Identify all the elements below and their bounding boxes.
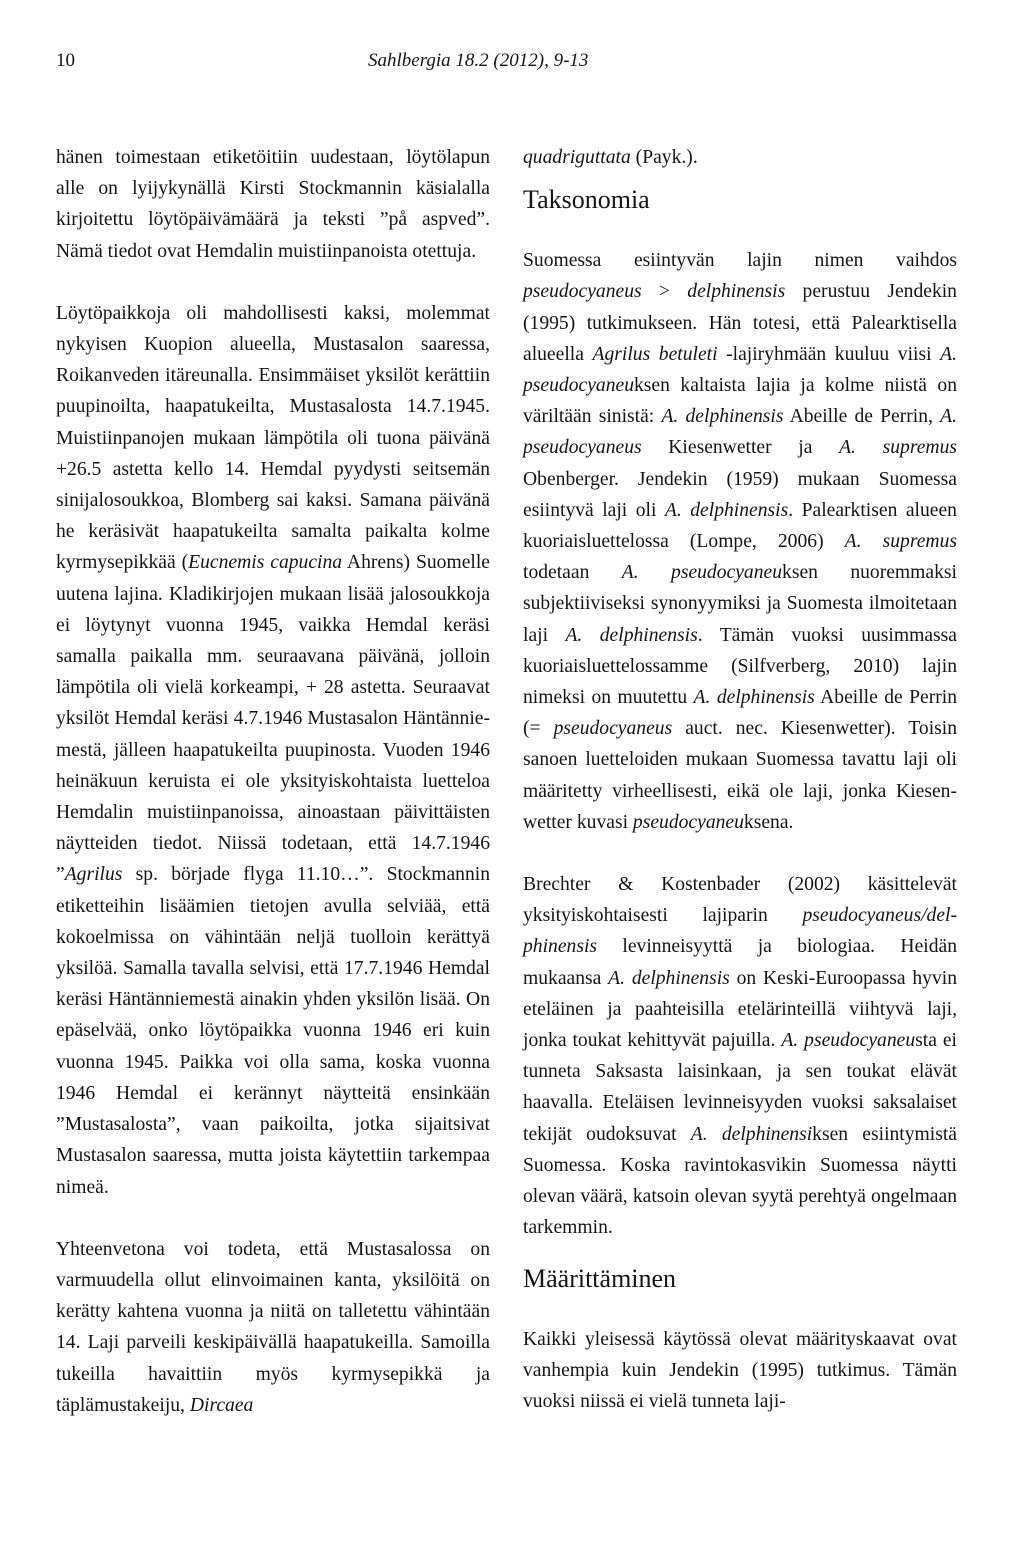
running-head: Sahlbergia 18.2 (2012), 9-13 [368, 50, 589, 71]
paragraph-right-2 [523, 869, 957, 1243]
italic-term: A. supremus [844, 531, 957, 553]
text-run: Kiesenwetter ja [641, 437, 840, 459]
italic-term: A. delphinensi [690, 1123, 813, 1145]
italic-term: A. pseudocyaneu [523, 343, 957, 397]
right-column [523, 142, 957, 1417]
paragraph-right-continuation [523, 142, 957, 173]
paragraph-left-1: hänen toimestaan etiketöitiin uudestaan, löytölapun alle on lyijykynällä Kirsti Stockmannin käsialalla kirjoitettu löytöpäivämäärä ja teksti ”på aspved”. Nämä tiedot ovat Hemdalin muistiinpanoista otettuja. [56, 147, 490, 262]
text-run: Brechter & Kostenbader (2002) käsittelevät yksityiskohtaisesti lajiparin [523, 874, 957, 927]
text-run: on Keski-Euroopassa hyvin eteläinen ja paahteisilla etelärinteillä viihtyvä laji, jonka toukat kehittyvät pajuilla. [523, 967, 957, 1052]
text-run: sp. började flyga 11.10…”. Stockmannin etiketteihin lisäämien tietojen avulla selviää, että kokoelmissa on vähintään neljä tuolloin kerättyä yksilöä. Samalla tavalla selvisi, että 17.7.1946 Hemdal keräsi Häntänniemestä ainakin yhden yksilön lisää. On epäselvää, onko löytöpaikka vuonna 1946 eri kuin vuonna 1945. Paikka voi olla sama, koska vuonna 1946 Hemdal ei kerännyt näytteitä ensinkään ”Mustasalosta”, vaan paikoilta, jotka sijaitsivat Mustasalon saaressa, mutta joista käytettiin tarkempaa nimeä. [56, 864, 490, 1198]
italic-term: A. delphinensis [693, 687, 815, 709]
italic-term: pseudocyaneus/delphinensis [523, 905, 957, 958]
italic-term: pseudocyaneus [553, 718, 673, 740]
italic-term: A. delphinensis [661, 406, 784, 428]
text-run: Obenberger. Jendekin (1959) mukaan Suomessa esiintyvä laji oli [523, 468, 957, 521]
italic-term: quadriguttata [523, 147, 631, 168]
text-run: Abeille de Perrin, [783, 406, 941, 428]
italic-term: A. delphinensis [664, 499, 789, 521]
text-run: sta ei tunneta Saksasta laisinkaan, ja sen toukat elävät haavalla. Eteläisen levinneisyyden vuoksi saksalaiset tekijät oudoksuvat [523, 1030, 957, 1145]
italic-term: Agrilus [64, 864, 123, 886]
italic-term: Eucnemis capucina [188, 552, 343, 574]
text-run: (Payk.). [630, 147, 698, 168]
text-run: ksen esiintymistä Suomessa. Koska ravintokasvikin Suomessa näytti olevan väärä, katsoin olevan syytä perehtyä ongelmaan tarkemmin. [523, 1123, 957, 1239]
paragraph-left-3 [56, 1234, 490, 1421]
italic-term: A. supremus [839, 437, 957, 459]
text-run: Abeille de Perrin (= [523, 687, 958, 740]
page-number: 10 [56, 50, 75, 71]
text-run: Suomessa esiintyvän lajin nimen vaihdos [523, 250, 957, 272]
text-run: ksen nuoremmaksi subjektiiviseksi synonyymiksi ja Suomesta ilmoitetaan laji [523, 562, 957, 646]
section-heading-taksonomia: Taksonomia [523, 185, 650, 215]
paragraph-right-1 [523, 245, 957, 838]
text-run: perustuu Jendekin (1995) tutkimukseen. Hän totesi, että Palearktisella alueella [523, 281, 957, 365]
italic-term: A. pseudocyaneu [781, 1030, 916, 1052]
text-run: auct. nec. Kiesenwetter). Toisin sanoen luetteloiden mukaan Suomessa tavattu laji oli määritetty virheellisesti, eikä ole laji, jonka Kiesenwetter kuvasi [523, 718, 957, 833]
text-run: . Tämän vuoksi uusimmassa kuoriaisluettelossamme (Silfverberg, 2010) lajin nimeksi on muutettu [523, 624, 958, 709]
text-run: -lajiryhmään kuuluu viisi [717, 343, 941, 365]
italic-term: pseudocyaneus [523, 281, 642, 303]
italic-term: Dircaea [189, 1394, 254, 1416]
italic-term: A. delphinensis [565, 624, 698, 646]
text-run: > [641, 281, 688, 303]
text-run: levinneisyyttä ja biologiaa. Heidän mukaansa [523, 936, 957, 989]
italic-term: A. pseudocyaneus [523, 406, 957, 459]
paragraph-left-2 [56, 298, 490, 1203]
italic-term: pseudocyaneu [632, 811, 744, 833]
text-run: Ahrens) Suomelle uutena lajina. Kladikirjojen mukaan lisää jalosoukkoja ei löytynyt vuonna 1945, vaikka Hemdal keräsi samalla paikalla mm. seuraavana päivänä, jolloin lämpötila oli vielä korkeampi, + 28 astetta. Seuraavat yksilöt Hemdal keräsi 4.7.1946 Mustasalon Häntänniemestä, jälleen haapatukeilta puupinosta. Vuoden 1946 heinäkuun keruista ei ole yksityiskohtaista luetteloa Hemdalin muistiinpanoissa, ainoastaan päivittäisten näytteiden tiedot. Niissä todetaan, että 14.7.1946 ” [56, 552, 490, 886]
italic-term: Agrilus betuleti [592, 343, 718, 365]
italic-term: delphinensis [687, 281, 786, 303]
italic-term: A. delphinensis [608, 967, 730, 989]
text-run: Yhteenvetona voi todeta, että Mustasalossa on varmuudella ollut elinvoimainen kanta, yksilöitä on kerätty kahtena vuonna ja niitä on talletettu vähintään 14. Laji parveili keskipäivällä haapatukeilla. Samoilla tukeilla havaittiin myös kyrmysepikkä ja täplämustakeiju, [56, 1238, 490, 1416]
left-column [56, 142, 490, 1421]
paragraph-right-3: Kaikki yleisessä käytössä olevat määrityskaavat ovat vanhempia kuin Jendekin (1995) tutkimus. Tämän vuoksi niissä ei vielä tunneta laji- [523, 1328, 957, 1412]
italic-term: A. pseudocyaneu [621, 562, 783, 584]
section-heading-maarittaminen: Määrittäminen [523, 1263, 677, 1293]
text-run: ksen kaltaista lajia ja kolme niistä on väriltään sinistä: [523, 375, 957, 428]
text-run: . Palearktisen alueen kuoriaisluettelossa (Lompe, 2006) [523, 499, 957, 553]
text-run: Löytöpaikkoja oli mahdollisesti kaksi, molemmat nykyisen Kuopion alueella, Mustasalon saaressa, Roikanveden itäreunalla. Ensimmäiset yksilöt kerättiin puupinoilta, haapatukeilta, Mustasalosta 14.7.1945. Muistiinpanojen mukaan lämpötila oli tuona päivänä +26.5 astetta kello 14. Hemdal pyydysti seitsemän sinijalosoukkoa, Blomberg sai kaksi. Samana päivänä he keräsivät haapatukeilta samalta paikalta kolme kyrmysepikkää ( [56, 302, 490, 574]
text-run: ksena. [743, 811, 794, 833]
text-run: todetaan [523, 562, 622, 584]
